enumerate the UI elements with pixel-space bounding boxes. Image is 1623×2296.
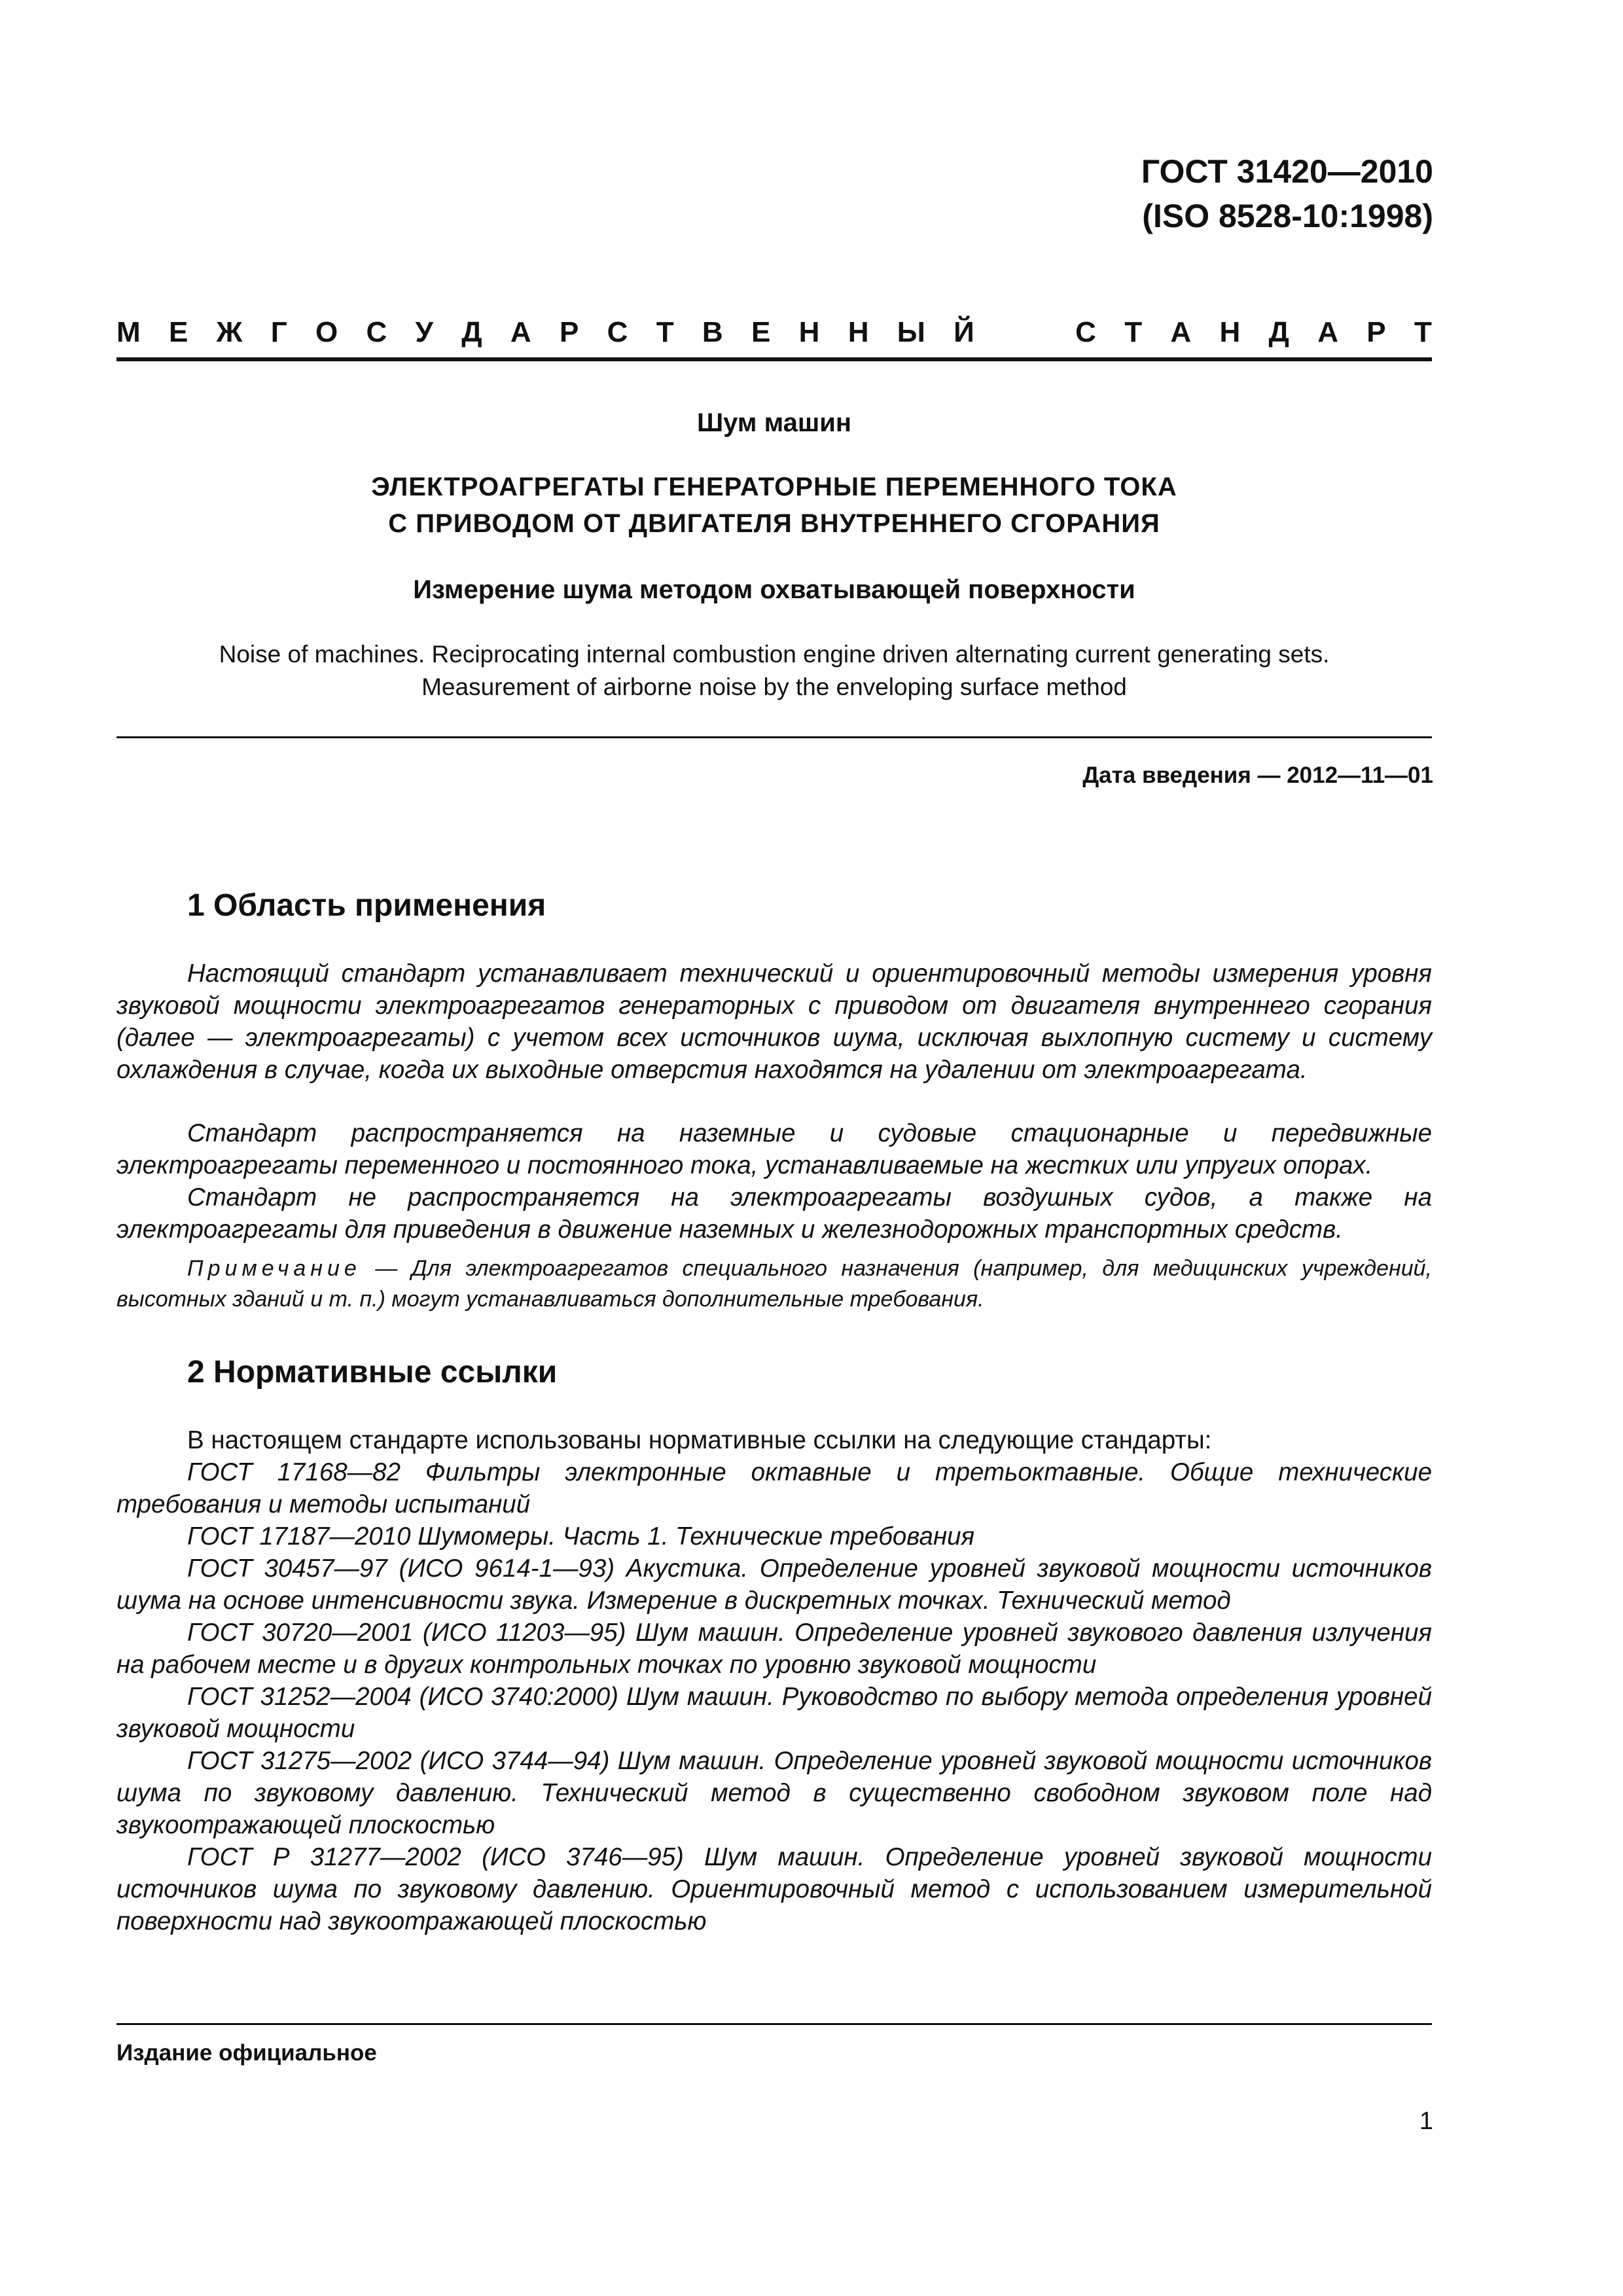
banner-word-gap xyxy=(1003,313,1010,352)
section-1-note xyxy=(116,1253,1432,1315)
paragraph-text: Настоящий стандарт устанавливает технический и ориентировочный методы измерения уровня звуковой мощности электроагрегатов генераторных с приводом от двигателя внутреннего сгорания (далее — электроагрегаты) с учетом всех источников шума, исключая выхлопную систему и систему охлаждения в случае, когда их выходные отверстия находятся на удалении от электроагрегата. xyxy=(116,960,1432,1084)
banner-letter: Н xyxy=(798,316,820,348)
banner-words xyxy=(116,313,1432,352)
banner-letter: А xyxy=(1170,316,1192,348)
reference-item: ГОСТ 30720—2001 (ИСО 11203—95) Шум машин. Определение уровней звукового давления излучения на рабочем месте и в других контрольных точках по уровню звуковой мощности xyxy=(116,1619,1432,1679)
main-title xyxy=(116,469,1432,542)
banner-rule xyxy=(116,357,1432,361)
banner-letter: С xyxy=(607,316,628,348)
section-1-paragraph-3 xyxy=(116,1181,1432,1246)
banner-letter: Й xyxy=(954,316,974,348)
note-text: — Для электроагрегатов специального назначения (например, для медицинских учреждений, высотных зданий и т. п.) могут устанавливаться дополнительные требования. xyxy=(116,1256,1432,1312)
introduction-date: Дата введения — 2012—11—01 xyxy=(1082,762,1433,788)
normative-references xyxy=(116,1424,1432,1937)
english-title-line1: Noise of machines. Reciprocating internal combustion engine driven alternating current generating sets. xyxy=(219,641,1330,668)
references-lead: В настоящем стандарте использованы нормативные ссылки на следующие стандарты: xyxy=(187,1426,1212,1454)
english-title-line2: Measurement of airborne noise by the enveloping surface method xyxy=(421,673,1127,700)
series-title: Шум машин xyxy=(696,408,851,437)
subtitle: Измерение шума методом охватывающей поверхности xyxy=(413,575,1135,604)
paragraph-text: Стандарт не распространяется на электроагрегаты воздушных судов, а также на электроагрегаты для приведения в движение наземных и железнодорожных транспортных средств. xyxy=(116,1183,1432,1244)
paragraph-text: Стандарт распространяется на наземные и судовые стационарные и передвижные электроагрегаты переменного и постоянного тока, устанавливаемые на жестких или упругих опорах. xyxy=(116,1119,1432,1179)
reference-item: ГОСТ 30457—97 (ИСО 9614-1—93) Акустика. Определение уровней звуковой мощности источников шума на основе интенсивности звука. Измерение в дискретных точках. Технический метод xyxy=(116,1554,1432,1615)
page-number: 1 xyxy=(1419,2108,1433,2135)
reference-item: ГОСТ 31275—2002 (ИСО 3744—94) Шум машин. Определение уровней звуковой мощности источников шума по звуковому давлению. Технический метод в существенно свободном звуковом поле над звукоотражающей плоскостью xyxy=(116,1747,1432,1839)
banner-letter: Н xyxy=(1219,316,1241,348)
banner-word-gap xyxy=(1039,313,1047,352)
banner-letter: У xyxy=(415,316,433,348)
official-edition-label: Издание официальное xyxy=(116,2040,377,2066)
banner-letter: А xyxy=(1317,316,1338,348)
document-number-block xyxy=(1141,149,1433,238)
banner-letter: Т xyxy=(656,316,674,348)
english-title xyxy=(116,638,1432,704)
banner-letter: О xyxy=(315,316,338,348)
banner-letter: Г xyxy=(270,316,287,348)
main-title-line2: С ПРИВОДОМ ОТ ДВИГАТЕЛЯ ВНУТРЕННЕГО СГОРАНИЯ xyxy=(388,509,1160,538)
banner-letter: Р xyxy=(1366,316,1386,348)
iso-number: (ISO 8528-10:1998) xyxy=(1142,198,1433,234)
reference-item: ГОСТ 17187—2010 Шумомеры. Часть 1. Технические требования xyxy=(187,1522,975,1551)
banner-letter: Д xyxy=(461,316,482,348)
reference-item: ГОСТ 31252—2004 (ИСО 3740:2000) Шум машин. Руководство по выбору метода определения уровней звуковой мощности xyxy=(116,1683,1432,1743)
section-1-heading: 1 Область применения xyxy=(187,888,546,923)
banner-letter: А xyxy=(510,316,531,348)
footer-rule xyxy=(116,2023,1432,2025)
banner-letter: Ы xyxy=(897,316,925,348)
banner-letter: М xyxy=(116,316,141,348)
banner-letter: Т xyxy=(1124,316,1143,348)
banner-letter: Т xyxy=(1414,316,1432,348)
banner-letter: Ж xyxy=(216,316,243,348)
main-title-line1: ЭЛЕКТРОАГРЕГАТЫ ГЕНЕРАТОРНЫЕ ПЕРЕМЕННОГО ТОКА xyxy=(371,473,1177,501)
title-rule xyxy=(116,736,1432,738)
note-paragraph xyxy=(116,1253,1432,1315)
section-1-paragraph-1 xyxy=(116,958,1432,1086)
banner-letter: С xyxy=(366,316,387,348)
banner-letter: Н xyxy=(847,316,869,348)
banner-letter: Е xyxy=(751,316,771,348)
reference-item: ГОСТ Р 31277—2002 (ИСО 3746—95) Шум машин. Определение уровней звуковой мощности источников шума по звуковому давлению. Ориентировочный метод с использованием измерительной поверхности над звукоотражающей плоскостью xyxy=(116,1843,1432,1935)
section-2-heading: 2 Нормативные ссылки xyxy=(187,1355,558,1390)
standard-banner xyxy=(116,313,1432,352)
gost-number: ГОСТ 31420—2010 xyxy=(1141,153,1433,190)
reference-item: ГОСТ 17168—82 Фильтры электронные октавные и третьоктавные. Общие технические требования и методы испытаний xyxy=(116,1458,1432,1518)
banner-letter: С xyxy=(1075,316,1096,348)
section-1-paragraph-2 xyxy=(116,1117,1432,1181)
banner-letter: Д xyxy=(1268,316,1289,348)
note-label: Примечание xyxy=(187,1256,361,1281)
banner-letter: Е xyxy=(168,316,188,348)
banner-letter: В xyxy=(702,316,723,348)
banner-letter: Р xyxy=(559,316,579,348)
